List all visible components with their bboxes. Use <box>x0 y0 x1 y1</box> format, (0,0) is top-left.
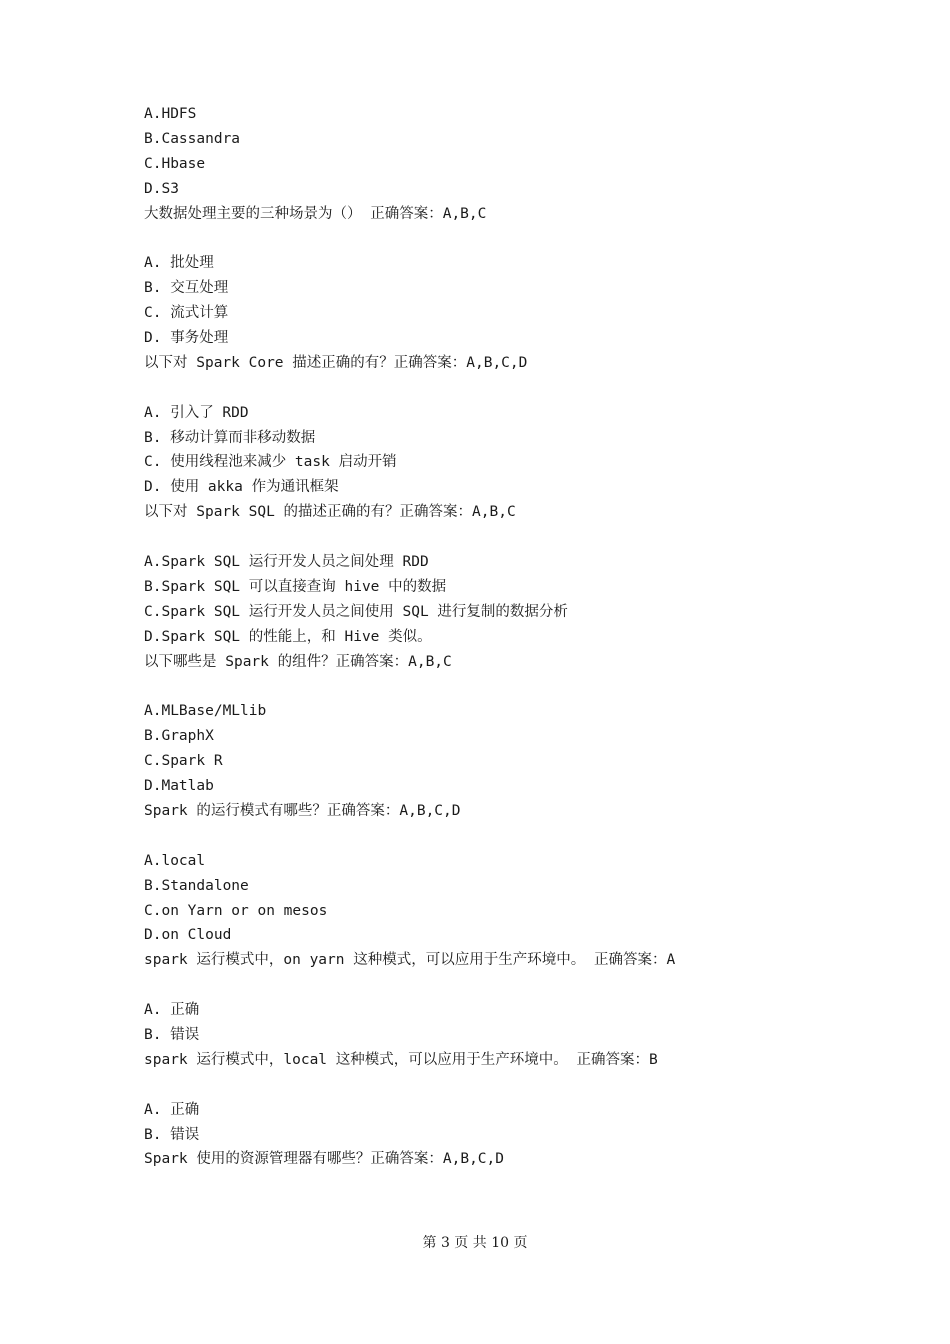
text-line: D.Matlab <box>144 778 214 795</box>
text-line: B. 错误 <box>144 1126 200 1143</box>
text-line: B. 交互处理 <box>144 280 229 297</box>
text-line: C. 流式计算 <box>144 305 229 322</box>
text-line: A. 引入了 RDD <box>144 404 249 421</box>
text-line: D.Spark SQL 的性能上，和 Hive 类似。 <box>144 628 432 645</box>
text-line: B. 移动计算而非移动数据 <box>144 429 316 446</box>
text-line: A. 正确 <box>144 1101 200 1118</box>
page-footer: 第 3 页 共 10 页 <box>422 1235 528 1251</box>
document-body <box>144 102 864 1172</box>
text-line: spark 运行模式中，local 这种模式，可以应用于生产环境中。 正确答案：B <box>144 1051 658 1068</box>
text-line: B. 错误 <box>144 1026 200 1043</box>
text-line: A.Spark SQL 运行开发人员之间处理 RDD <box>144 554 429 571</box>
text-line: A.HDFS <box>144 106 197 122</box>
text-line: D. 事务处理 <box>144 330 229 347</box>
text-line: B.Cassandra <box>144 130 241 147</box>
text-line: C.Hbase <box>144 155 206 172</box>
text-line: spark 运行模式中，on yarn 这种模式，可以应用于生产环境中。 正确答案：A <box>144 952 676 969</box>
text-line: C.Spark SQL 运行开发人员之间使用 SQL 进行复制的数据分析 <box>144 603 568 620</box>
text-line: 以下对 Spark Core 描述正确的有？正确答案：A,B,C,D <box>144 354 528 371</box>
blank-line <box>144 973 864 998</box>
text-line: C. 使用线程池来减少 task 启动开销 <box>144 454 397 471</box>
text-line: 大数据处理主要的三种场景为（） 正确答案：A,B,C <box>144 205 487 222</box>
blank-line <box>144 226 864 251</box>
text-line: Spark 的运行模式有哪些？正确答案：A,B,C,D <box>144 802 461 819</box>
text-line: 以下哪些是 Spark 的组件？正确答案：A,B,C <box>144 653 452 670</box>
text-line: D.S3 <box>144 180 179 197</box>
text-line: B.GraphX <box>144 728 214 745</box>
text-line: B.Spark SQL 可以直接查询 hive 中的数据 <box>144 578 447 595</box>
blank-line <box>144 824 864 849</box>
blank-line <box>144 376 864 401</box>
text-line: A.local <box>144 852 206 869</box>
text-line: 以下对 Spark SQL 的描述正确的有？正确答案：A,B,C <box>144 504 516 521</box>
text-line: Spark 使用的资源管理器有哪些？正确答案：A,B,C,D <box>144 1151 504 1168</box>
text-line: A. 正确 <box>144 1002 200 1019</box>
text-line: A. 批处理 <box>144 255 214 272</box>
blank-line <box>144 525 864 550</box>
text-line: C.on Yarn or on mesos <box>144 902 328 919</box>
text-line: B.Standalone <box>144 877 249 894</box>
text-line: D. 使用 akka 作为通讯框架 <box>144 479 339 496</box>
text-line: D.on Cloud <box>144 927 232 944</box>
text-line: C.Spark R <box>144 753 223 770</box>
text-line: A.MLBase/MLlib <box>144 703 267 720</box>
blank-line <box>144 674 864 699</box>
blank-line <box>144 1073 864 1098</box>
